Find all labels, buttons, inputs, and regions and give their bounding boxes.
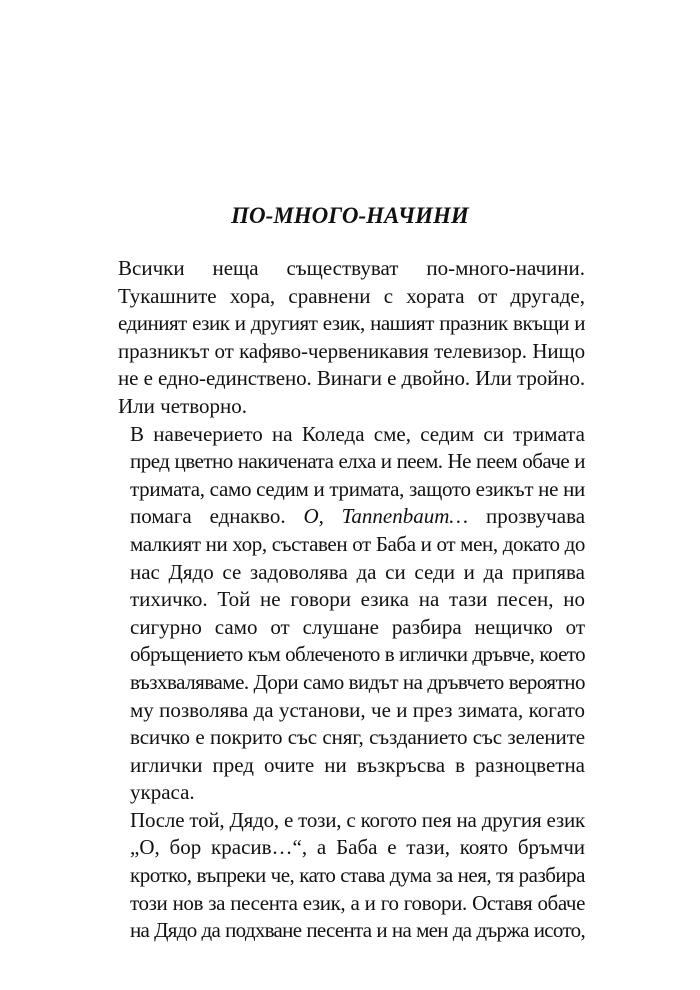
text-line: малкият ни хор, съставен от Баба и от мен, докато до	[130, 531, 585, 556]
text-fragment: прозвучава	[485, 504, 586, 529]
text-line: Тукашните хора, сравнени с хората от другаде,	[118, 283, 585, 308]
text-line: кротко, въпреки че, като става дума за нея, тя разбира	[130, 863, 585, 888]
text-line: тихичко. Той не говори езика на тази песен, но	[130, 587, 585, 612]
text-line: „О, бор красив…“, а Баба е тази, която бръмчи	[130, 835, 585, 860]
text-line: празникът от кафяво-червеникавия телевизор. Нищо	[118, 338, 585, 363]
text-line: възхваляваме. Дори само видът на дръвчето вероятно	[130, 669, 585, 694]
paragraph-2	[118, 421, 585, 807]
paragraph-3	[118, 807, 585, 945]
text-line: му позволява да установи, че и през зимата, когато	[130, 697, 585, 722]
text-line-mixed	[118, 503, 585, 531]
chapter-title: ПО-МНОГО-НАЧИНИ	[231, 203, 469, 228]
text-line: не е едно-единствено. Винаги е двойно. Или тройно.	[118, 366, 585, 391]
text-fragment: помага еднакво.	[130, 504, 286, 529]
text-line: този нов за песента език, а и го говори. Оставя обаче	[130, 890, 585, 915]
text-line: всичко е покрито със сняг, създанието със зелените	[130, 725, 585, 750]
text-line: Всички неща съществуват по-много-начини.	[118, 256, 585, 280]
text-line: В навечерието на Коледа сме, седим си тримата	[130, 421, 585, 446]
text-line: украса.	[130, 780, 195, 805]
text-line: пред цветно накичената елха и пеем. Не пеем обаче и	[130, 449, 585, 474]
text-line: нас Дядо се задоволява да си седи и да припява	[130, 559, 585, 584]
text-line: Или четворно.	[118, 393, 247, 418]
text-line: сигурно само от слушане разбира нещичко от	[130, 614, 585, 639]
body-text	[118, 255, 585, 945]
text-line: обръщението към облеченото в иглички дръвче, което	[130, 642, 585, 667]
text-line: После той, Дядо, е този, с когото пея на другия език	[130, 807, 585, 832]
song-title-italic: О, Tannenbaum…	[303, 504, 469, 529]
text-line: единият език и другият език, нашият празник вкъщи и	[118, 311, 585, 336]
text-line: иглички пред очите ни възкръсва в разноцветна	[130, 752, 585, 777]
paragraph-1	[118, 255, 585, 421]
text-line: на Дядо да подхване песента и на мен да държа исото,	[130, 918, 585, 943]
text-line: тримата, само седим и тримата, защото езикът не ни	[130, 476, 585, 501]
